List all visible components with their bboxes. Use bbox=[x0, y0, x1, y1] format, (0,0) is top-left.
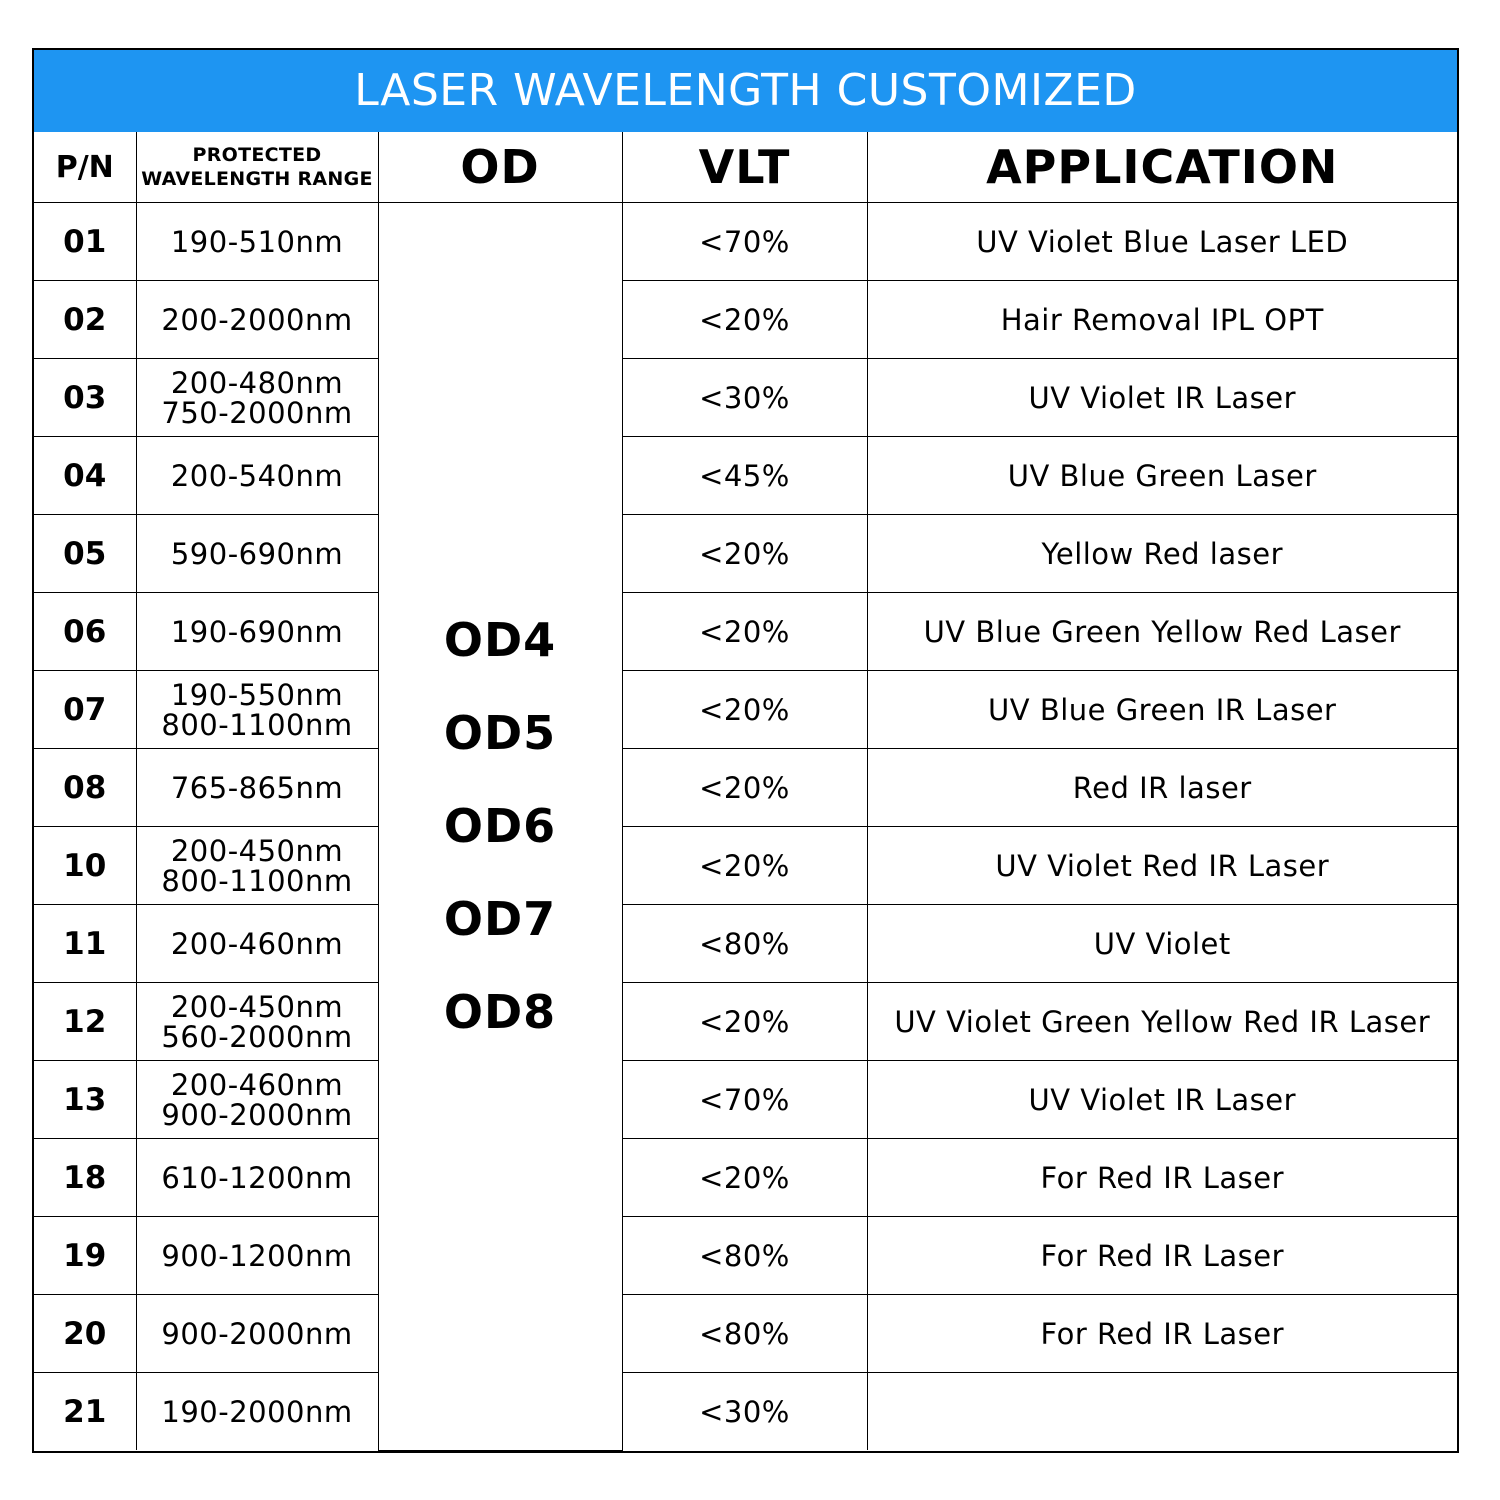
table-row bbox=[34, 827, 1457, 905]
header-range-line1: PROTECTED bbox=[192, 144, 322, 166]
cell-wavelength-range bbox=[136, 359, 378, 437]
cell-application: UV Violet IR Laser bbox=[867, 1061, 1457, 1139]
od-level: OD7 bbox=[443, 891, 557, 946]
table-row bbox=[34, 1373, 1457, 1451]
cell-wavelength-range bbox=[136, 1139, 378, 1217]
range-line: 200-450nm bbox=[170, 833, 344, 868]
od-level: OD6 bbox=[443, 798, 557, 853]
spec-sheet bbox=[32, 48, 1459, 1453]
cell-wavelength-range bbox=[136, 1373, 378, 1451]
cell-wavelength-range bbox=[136, 671, 378, 749]
cell-pn: 11 bbox=[34, 905, 136, 983]
cell-application: For Red IR Laser bbox=[867, 1217, 1457, 1295]
cell-wavelength-range bbox=[136, 1217, 378, 1295]
header-vlt: VLT bbox=[622, 132, 867, 203]
range-line: 190-550nm bbox=[170, 677, 344, 712]
od-level: OD5 bbox=[443, 705, 557, 760]
range-line: 190-2000nm bbox=[161, 1394, 353, 1429]
range-line: 200-2000nm bbox=[161, 302, 353, 337]
cell-vlt: <30% bbox=[622, 1373, 867, 1451]
cell-application: UV Blue Green Yellow Red Laser bbox=[867, 593, 1457, 671]
table-row bbox=[34, 203, 1457, 281]
cell-vlt: <20% bbox=[622, 983, 867, 1061]
range-line: 900-2000nm bbox=[161, 1097, 353, 1132]
wavelength-table bbox=[34, 132, 1457, 1451]
cell-application: UV Violet Green Yellow Red IR Laser bbox=[867, 983, 1457, 1061]
cell-wavelength-range bbox=[136, 1295, 378, 1373]
range-line: 590-690nm bbox=[170, 536, 344, 571]
cell-pn: 03 bbox=[34, 359, 136, 437]
table-row bbox=[34, 671, 1457, 749]
cell-vlt: <20% bbox=[622, 281, 867, 359]
table-row bbox=[34, 515, 1457, 593]
cell-wavelength-range bbox=[136, 437, 378, 515]
cell-pn: 21 bbox=[34, 1373, 136, 1451]
cell-application: Hair Removal IPL OPT bbox=[867, 281, 1457, 359]
cell-od-levels bbox=[378, 203, 622, 1451]
cell-wavelength-range bbox=[136, 983, 378, 1061]
header-pn: P/N bbox=[34, 132, 136, 203]
cell-wavelength-range bbox=[136, 1061, 378, 1139]
header-od: OD bbox=[378, 132, 622, 203]
cell-vlt: <20% bbox=[622, 515, 867, 593]
range-line: 610-1200nm bbox=[161, 1160, 353, 1195]
cell-pn: 07 bbox=[34, 671, 136, 749]
range-line: 765-865nm bbox=[170, 770, 344, 805]
cell-vlt: <20% bbox=[622, 827, 867, 905]
cell-vlt: <70% bbox=[622, 1061, 867, 1139]
table-row bbox=[34, 593, 1457, 671]
cell-wavelength-range bbox=[136, 827, 378, 905]
header-range-line2: WAVELENGTH RANGE bbox=[141, 168, 373, 190]
cell-application: UV Violet Red IR Laser bbox=[867, 827, 1457, 905]
cell-vlt: <70% bbox=[622, 203, 867, 281]
range-line: 190-690nm bbox=[170, 614, 344, 649]
od-level: OD8 bbox=[443, 984, 557, 1039]
cell-wavelength-range bbox=[136, 593, 378, 671]
od-level: OD4 bbox=[443, 612, 557, 667]
table-row bbox=[34, 1139, 1457, 1217]
od-level-list bbox=[379, 594, 622, 1059]
cell-wavelength-range bbox=[136, 281, 378, 359]
cell-vlt: <20% bbox=[622, 749, 867, 827]
range-line: 750-2000nm bbox=[161, 395, 353, 430]
cell-pn: 05 bbox=[34, 515, 136, 593]
cell-vlt: <80% bbox=[622, 1295, 867, 1373]
cell-wavelength-range bbox=[136, 515, 378, 593]
range-line: 560-2000nm bbox=[161, 1019, 353, 1054]
table-row bbox=[34, 1061, 1457, 1139]
range-line: 200-540nm bbox=[170, 458, 344, 493]
cell-pn: 02 bbox=[34, 281, 136, 359]
range-line: 900-2000nm bbox=[161, 1316, 353, 1351]
cell-application: Yellow Red laser bbox=[867, 515, 1457, 593]
range-line: 200-480nm bbox=[170, 365, 344, 400]
table-row bbox=[34, 359, 1457, 437]
table-row bbox=[34, 1295, 1457, 1373]
header-application: APPLICATION bbox=[867, 132, 1457, 203]
cell-vlt: <80% bbox=[622, 1217, 867, 1295]
range-line: 900-1200nm bbox=[161, 1238, 353, 1273]
cell-application: UV Blue Green Laser bbox=[867, 437, 1457, 515]
cell-vlt: <20% bbox=[622, 1139, 867, 1217]
cell-pn: 19 bbox=[34, 1217, 136, 1295]
cell-pn: 01 bbox=[34, 203, 136, 281]
cell-pn: 20 bbox=[34, 1295, 136, 1373]
cell-vlt: <20% bbox=[622, 671, 867, 749]
cell-application: UV Violet Blue Laser LED bbox=[867, 203, 1457, 281]
cell-wavelength-range bbox=[136, 203, 378, 281]
table-row bbox=[34, 905, 1457, 983]
cell-application: For Red IR Laser bbox=[867, 1139, 1457, 1217]
range-line: 800-1100nm bbox=[161, 863, 353, 898]
page-title: LASER WAVELENGTH CUSTOMIZED bbox=[34, 50, 1457, 132]
table-row bbox=[34, 749, 1457, 827]
cell-pn: 06 bbox=[34, 593, 136, 671]
cell-wavelength-range bbox=[136, 749, 378, 827]
cell-application: For Red IR Laser bbox=[867, 1295, 1457, 1373]
cell-pn: 12 bbox=[34, 983, 136, 1061]
table-row bbox=[34, 983, 1457, 1061]
table-row bbox=[34, 1217, 1457, 1295]
range-line: 200-450nm bbox=[170, 989, 344, 1024]
range-line: 800-1100nm bbox=[161, 707, 353, 742]
range-line: 200-460nm bbox=[170, 1067, 344, 1102]
table-header-row bbox=[34, 132, 1457, 203]
cell-application: Red IR laser bbox=[867, 749, 1457, 827]
cell-vlt: <30% bbox=[622, 359, 867, 437]
cell-pn: 13 bbox=[34, 1061, 136, 1139]
header-wavelength-range bbox=[136, 132, 378, 203]
cell-pn: 18 bbox=[34, 1139, 136, 1217]
cell-application: UV Violet IR Laser bbox=[867, 359, 1457, 437]
cell-wavelength-range bbox=[136, 905, 378, 983]
range-line: 200-460nm bbox=[170, 926, 344, 961]
table-row bbox=[34, 281, 1457, 359]
cell-vlt: <20% bbox=[622, 593, 867, 671]
cell-vlt: <45% bbox=[622, 437, 867, 515]
cell-vlt: <80% bbox=[622, 905, 867, 983]
cell-pn: 08 bbox=[34, 749, 136, 827]
cell-application: UV Blue Green IR Laser bbox=[867, 671, 1457, 749]
cell-pn: 04 bbox=[34, 437, 136, 515]
cell-application bbox=[867, 1373, 1457, 1451]
table-row bbox=[34, 437, 1457, 515]
cell-pn: 10 bbox=[34, 827, 136, 905]
cell-application: UV Violet bbox=[867, 905, 1457, 983]
range-line: 190-510nm bbox=[170, 224, 344, 259]
